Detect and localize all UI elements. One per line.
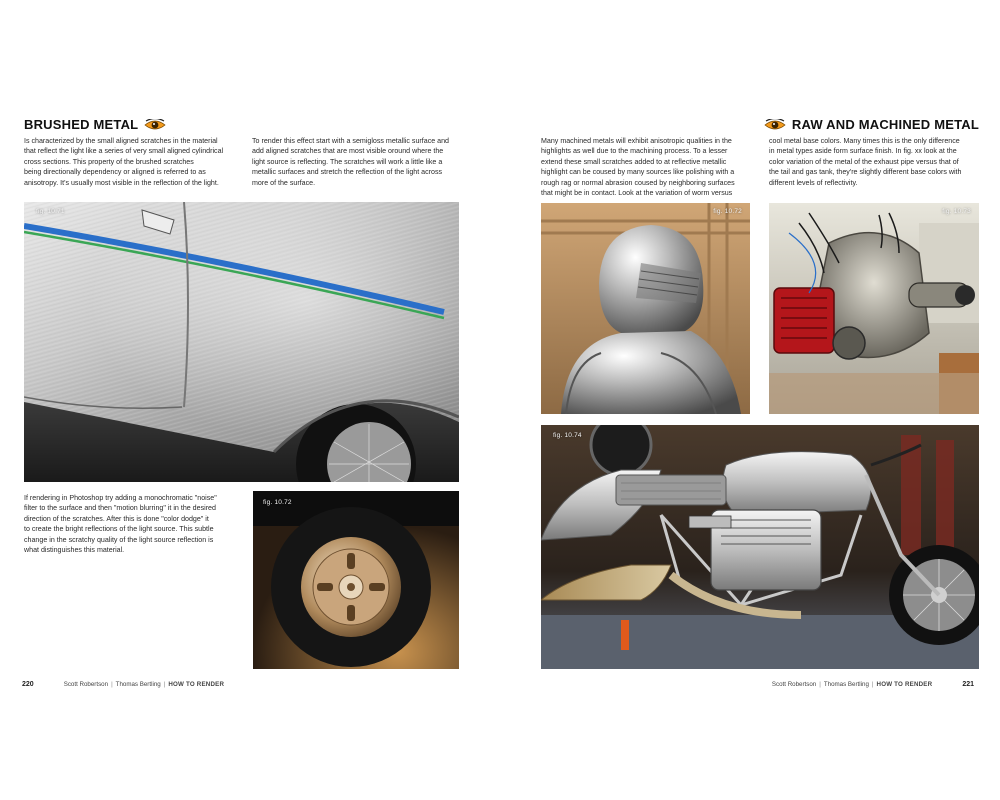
- text-line: To render this effect start with a semigloss metallic surface and: [252, 137, 450, 145]
- wheel-photo: [253, 491, 459, 669]
- text-line: metallic surfaces and stretch the reflection of the light across: [252, 168, 443, 177]
- text-line: to create the bright reflections of the light source. This subtle: [24, 525, 214, 534]
- footer-author: Scott Robertson: [63, 681, 109, 688]
- footer-book-title: HOW TO RENDER: [168, 681, 225, 688]
- text-line: rough rag or normal abrasion coused by neighboring surfaces: [541, 178, 735, 187]
- text-line: extend these small scratches added to at reflective metallic: [541, 157, 727, 166]
- footer-book-title: HOW TO RENDER: [876, 681, 933, 688]
- text-line: change in the scratchy quality of the light source reflection is: [24, 535, 214, 544]
- brushed-intro-col1: [24, 136, 234, 188]
- figure-label: fig. 10.73: [942, 208, 971, 215]
- eye-icon: [144, 119, 166, 131]
- page-number: 220: [22, 681, 34, 688]
- figure-label: fig. 10.72: [713, 208, 742, 215]
- text-line: direction of the scratches. After this is done "color dodge" it: [24, 514, 209, 523]
- text-line: that might be in contact. Look at the variation of worm versus: [541, 189, 733, 198]
- text-line: Is characterized by the small aligned scratches in the material: [24, 137, 218, 145]
- motorcycle-photo: [541, 425, 979, 669]
- section-title-brushed-metal: [24, 117, 166, 132]
- footer-author: Thomas Bertling: [115, 681, 161, 688]
- machined-col1: [541, 136, 749, 198]
- page-number: 221: [962, 681, 974, 688]
- right-page: [500, 0, 1000, 800]
- machined-col2: [769, 136, 979, 188]
- text-line: color variation of the metal of the exhaust pipe versus that of: [769, 157, 959, 166]
- section-title-raw-machined-metal: [764, 117, 979, 132]
- text-line: being directionally dependency or aligned is referred to as: [24, 168, 206, 177]
- text-line: the tail and gas tank, they're slightly different base colors with: [769, 168, 962, 177]
- engine-photo: [769, 203, 979, 414]
- text-line: filter to the surface and then "motion blurring" it in the desired: [24, 504, 216, 513]
- figure-label: fig. 10.74: [553, 432, 582, 439]
- photoshop-tip-text: [24, 493, 236, 555]
- figure-label: fig. 10.71: [36, 208, 65, 215]
- car-door-photo: [24, 202, 459, 482]
- text-line: that reflect the light like a series of very small aligned cylindrical: [24, 147, 224, 156]
- text-line: in metal types aside form surface finish. In fig. xx look at the: [769, 147, 957, 156]
- text-line: highlight can be coused by many sources like polishing with a: [541, 168, 735, 177]
- footer-left: 220 Scott Robertson | Thomas Bertling | HOW TO RENDER: [22, 681, 225, 688]
- text-line: more of the surface.: [252, 178, 316, 187]
- text-line: light source is reflecting. The scratches will work a little like a: [252, 157, 443, 166]
- brushed-intro-col2: [252, 136, 460, 188]
- footer-right: Scott Robertson | Thomas Bertling | HOW TO RENDER 221: [771, 681, 974, 688]
- footer-author: Thomas Bertling: [823, 681, 869, 688]
- armor-photo: [541, 203, 750, 414]
- title-text: BRUSHED METAL: [24, 117, 139, 132]
- figure-label: fig. 10.72: [263, 499, 292, 506]
- footer-author: Scott Robertson: [771, 681, 817, 688]
- text-line: cool metal base colors. Many times this is the only difference: [769, 137, 960, 145]
- text-line: cross sections. This property of the brushed scratches: [24, 157, 194, 166]
- text-line: what distinguishes this material.: [24, 546, 125, 555]
- text-line: different levels of reflectivity.: [769, 178, 858, 187]
- text-line: add aligned scratches that are most visible oround where the: [252, 147, 444, 156]
- eye-icon: [764, 119, 786, 131]
- text-line: highlights as well due to the machining process. To a lesser: [541, 147, 728, 156]
- title-text: RAW AND MACHINED METAL: [791, 117, 979, 132]
- text-line: If rendering in Photoshop try adding a monochromatic "noise": [24, 494, 217, 502]
- text-line: anisotropy. It's usually most visible in the reflection of the light.: [24, 178, 219, 187]
- text-line: Many machined metals will exhibit anisotropic qualities in the: [541, 137, 732, 145]
